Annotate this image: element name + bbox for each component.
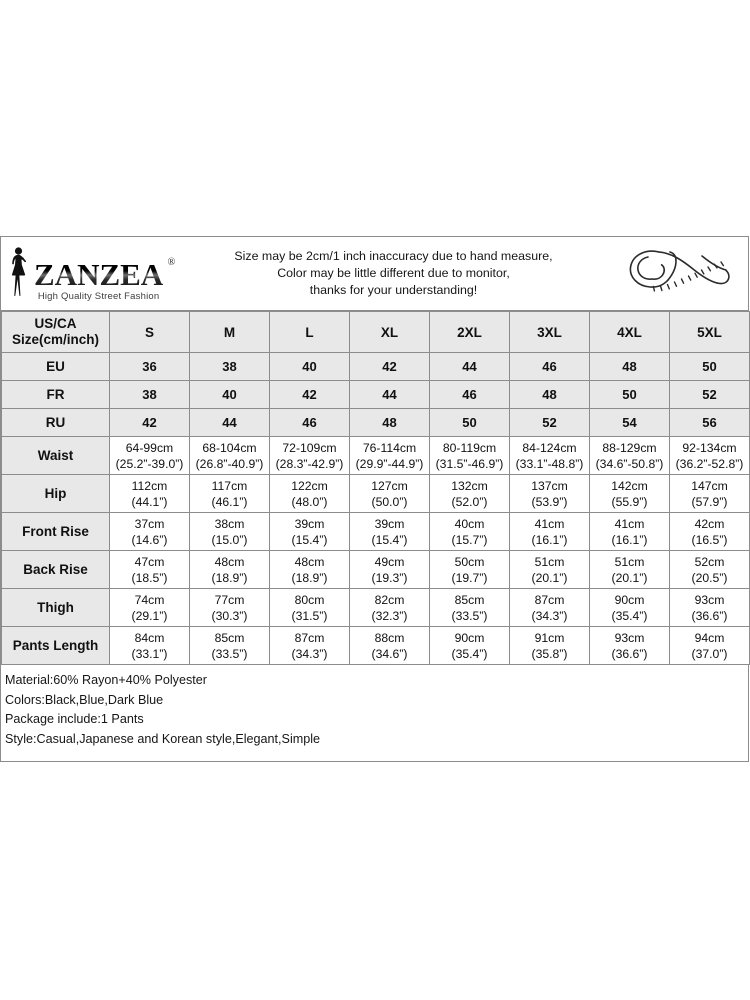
table-row (2, 513, 750, 551)
cell-waist-l (270, 437, 350, 475)
value-inch: (55.9”) (611, 494, 648, 509)
column-header-m: M (190, 312, 270, 353)
row-label-eu: EU (2, 353, 110, 381)
cell-thigh-4xl (590, 589, 670, 627)
chart-banner (1, 237, 748, 311)
value-cm: 42cm (694, 516, 725, 531)
value-inch: (30.3”) (211, 608, 248, 623)
value-inch: (20.1”) (611, 570, 648, 585)
measurement-notice (171, 248, 616, 299)
measuring-tape-icon (616, 237, 748, 310)
notice-line-3: thanks for your understanding! (309, 283, 478, 297)
value-inch: (33.5”) (211, 646, 248, 661)
value-inch: (20.5”) (691, 570, 728, 585)
value-cm: 51cm (534, 554, 565, 569)
value-inch: (18.9”) (211, 570, 248, 585)
value-cm: 87cm (294, 630, 325, 645)
value-inch: (19.3”) (371, 570, 408, 585)
value-cm: 48cm (294, 554, 325, 569)
value-cm: 77cm (214, 592, 245, 607)
value-cm: 80cm (294, 592, 325, 607)
value-inch: (34.6”-50.8”) (595, 456, 664, 471)
cell-waist-2xl (430, 437, 510, 475)
value-inch: (16.1”) (531, 532, 568, 547)
value-cm: 51cm (614, 554, 645, 569)
cell-hip-s (110, 475, 190, 513)
detail-material: Material:60% Rayon+40% Polyester (5, 673, 207, 687)
value-cm: 40cm (454, 516, 485, 531)
cell-back-rise-xl (350, 551, 430, 589)
cell-ru-s: 42 (110, 409, 190, 437)
corner-header (2, 312, 110, 353)
table-row (2, 437, 750, 475)
value-cm: 37cm (134, 516, 165, 531)
cell-eu-5xl: 50 (670, 353, 750, 381)
value-inch: (18.5”) (131, 570, 168, 585)
value-inch: (29.1”) (131, 608, 168, 623)
cell-pants-length-s (110, 627, 190, 665)
brand-name: ZANZEA (34, 257, 164, 292)
value-cm: 132cm (451, 478, 488, 493)
cell-waist-5xl (670, 437, 750, 475)
cell-ru-xl: 48 (350, 409, 430, 437)
table-header-row (2, 312, 750, 353)
cell-front-rise-m (190, 513, 270, 551)
value-cm: 90cm (614, 592, 645, 607)
row-label-ru: RU (2, 409, 110, 437)
cell-fr-5xl: 52 (670, 381, 750, 409)
value-cm: 93cm (694, 592, 725, 607)
cell-waist-3xl (510, 437, 590, 475)
column-header-4xl: 4XL (590, 312, 670, 353)
cell-pants-length-l (270, 627, 350, 665)
value-cm: 50cm (454, 554, 485, 569)
cell-thigh-m (190, 589, 270, 627)
woman-silhouette-icon (7, 245, 33, 302)
cell-ru-m: 44 (190, 409, 270, 437)
cell-front-rise-3xl (510, 513, 590, 551)
cell-back-rise-4xl (590, 551, 670, 589)
value-cm: 92-134cm (682, 440, 737, 455)
cell-front-rise-2xl (430, 513, 510, 551)
cell-eu-m: 38 (190, 353, 270, 381)
value-inch: (33.1”-48.8”) (515, 456, 584, 471)
cell-pants-length-m (190, 627, 270, 665)
value-cm: 39cm (374, 516, 405, 531)
value-cm: 82cm (374, 592, 405, 607)
value-inch: (31.5”) (291, 608, 328, 623)
notice-line-2: Color may be little different due to monitor, (277, 266, 510, 280)
detail-colors: Colors:Black,Blue,Dark Blue (5, 692, 164, 707)
cell-ru-2xl: 50 (430, 409, 510, 437)
table-row (2, 475, 750, 513)
cell-pants-length-xl (350, 627, 430, 665)
value-inch: (29.9”-44.9”) (355, 456, 424, 471)
row-label-pants-length: Pants Length (2, 627, 110, 665)
value-cm: 137cm (531, 478, 568, 493)
cell-waist-m (190, 437, 270, 475)
value-inch: (35.8”) (531, 646, 568, 661)
cell-waist-xl (350, 437, 430, 475)
cell-fr-2xl: 46 (430, 381, 510, 409)
value-cm: 52cm (694, 554, 725, 569)
row-label-front-rise: Front Rise (2, 513, 110, 551)
value-cm: 127cm (371, 478, 408, 493)
value-cm: 41cm (614, 516, 645, 531)
column-header-xl: XL (350, 312, 430, 353)
value-cm: 117cm (211, 478, 248, 493)
value-inch: (35.4”) (611, 608, 648, 623)
cell-waist-s (110, 437, 190, 475)
cell-hip-m (190, 475, 270, 513)
cell-hip-xl (350, 475, 430, 513)
cell-fr-m: 40 (190, 381, 270, 409)
detail-style: Style:Casual,Japanese and Korean style,Elegant,Simple (5, 731, 321, 746)
product-details (1, 665, 748, 761)
brand-tagline: High Quality Street Fashion (37, 291, 160, 302)
value-cm: 64-99cm (125, 440, 174, 455)
table-row (2, 589, 750, 627)
value-inch: (33.1”) (131, 646, 168, 661)
value-inch: (19.7”) (451, 570, 488, 585)
value-cm: 80-119cm (442, 440, 497, 455)
value-inch: (36.6”) (691, 608, 728, 623)
value-cm: 147cm (691, 478, 728, 493)
row-label-back-rise: Back Rise (2, 551, 110, 589)
cell-back-rise-2xl (430, 551, 510, 589)
cell-pants-length-3xl (510, 627, 590, 665)
detail-package: Package include:1 Pants (5, 712, 144, 726)
cell-pants-length-4xl (590, 627, 670, 665)
table-row (2, 409, 750, 437)
value-inch: (16.1”) (611, 532, 648, 547)
cell-hip-3xl (510, 475, 590, 513)
value-inch: (52.0”) (451, 494, 488, 509)
value-cm: 47cm (134, 554, 165, 569)
cell-thigh-5xl (670, 589, 750, 627)
value-cm: 74cm (134, 592, 165, 607)
column-header-l: L (270, 312, 350, 353)
cell-front-rise-5xl (670, 513, 750, 551)
value-cm: 142cm (611, 478, 648, 493)
cell-eu-4xl: 48 (590, 353, 670, 381)
registered-mark: ® (167, 257, 176, 268)
value-inch: (15.0”) (211, 532, 248, 547)
value-inch: (44.1”) (131, 494, 168, 509)
cell-eu-s: 36 (110, 353, 190, 381)
cell-hip-2xl (430, 475, 510, 513)
cell-eu-l: 40 (270, 353, 350, 381)
value-inch: (34.6”) (371, 646, 408, 661)
cell-fr-4xl: 50 (590, 381, 670, 409)
value-inch: (57.9”) (691, 494, 728, 509)
value-inch: (37.0”) (691, 646, 728, 661)
value-cm: 94cm (694, 630, 725, 645)
value-cm: 84cm (134, 630, 165, 645)
cell-thigh-2xl (430, 589, 510, 627)
value-inch: (18.9”) (291, 570, 328, 585)
value-inch: (34.3”) (291, 646, 328, 661)
cell-ru-4xl: 54 (590, 409, 670, 437)
value-inch: (25.2”-39.0”) (115, 456, 184, 471)
cell-fr-s: 38 (110, 381, 190, 409)
value-inch: (46.1”) (211, 494, 248, 509)
value-cm: 91cm (534, 630, 565, 645)
value-cm: 38cm (214, 516, 245, 531)
row-label-waist: Waist (2, 437, 110, 475)
value-cm: 72-109cm (282, 440, 337, 455)
value-inch: (15.7”) (451, 532, 488, 547)
value-inch: (35.4”) (451, 646, 488, 661)
value-cm: 84-124cm (522, 440, 577, 455)
value-inch: (15.4”) (291, 532, 328, 547)
cell-thigh-xl (350, 589, 430, 627)
value-inch: (48.0”) (291, 494, 328, 509)
table-row (2, 353, 750, 381)
value-inch: (20.1”) (531, 570, 568, 585)
cell-fr-3xl: 48 (510, 381, 590, 409)
value-cm: 122cm (291, 478, 328, 493)
value-cm: 85cm (214, 630, 245, 645)
row-label-fr: FR (2, 381, 110, 409)
corner-header-line-1: US/CA (34, 316, 77, 331)
cell-thigh-l (270, 589, 350, 627)
cell-back-rise-m (190, 551, 270, 589)
value-cm: 68-104cm (202, 440, 257, 455)
value-cm: 39cm (294, 516, 325, 531)
cell-back-rise-5xl (670, 551, 750, 589)
value-cm: 88cm (374, 630, 405, 645)
value-inch: (50.0”) (371, 494, 408, 509)
value-cm: 88-129cm (602, 440, 657, 455)
table-row (2, 627, 750, 665)
value-inch: (16.5”) (691, 532, 728, 547)
value-inch: (14.6”) (131, 532, 168, 547)
cell-pants-length-2xl (430, 627, 510, 665)
cell-back-rise-l (270, 551, 350, 589)
value-inch: (26.8”-40.9”) (195, 456, 264, 471)
value-inch: (36.2”-52.8”) (675, 456, 744, 471)
cell-hip-5xl (670, 475, 750, 513)
table-row (2, 551, 750, 589)
value-inch: (32.3”) (371, 608, 408, 623)
cell-thigh-3xl (510, 589, 590, 627)
table-row (2, 381, 750, 409)
value-inch: (28.3”-42.9”) (275, 456, 344, 471)
cell-ru-5xl: 56 (670, 409, 750, 437)
value-cm: 112cm (131, 478, 168, 493)
cell-fr-l: 42 (270, 381, 350, 409)
cell-waist-4xl (590, 437, 670, 475)
value-inch: (33.5”) (451, 608, 488, 623)
size-table (1, 311, 750, 665)
cell-hip-l (270, 475, 350, 513)
row-label-hip: Hip (2, 475, 110, 513)
size-chart-card (0, 236, 749, 762)
cell-hip-4xl (590, 475, 670, 513)
value-cm: 87cm (534, 592, 565, 607)
cell-ru-l: 46 (270, 409, 350, 437)
value-cm: 93cm (614, 630, 645, 645)
value-inch: (36.6”) (611, 646, 648, 661)
value-inch: (15.4”) (371, 532, 408, 547)
cell-eu-xl: 42 (350, 353, 430, 381)
cell-ru-3xl: 52 (510, 409, 590, 437)
corner-header-line-2: Size(cm/inch) (11, 332, 100, 347)
value-inch: (34.3”) (531, 608, 568, 623)
row-label-thigh: Thigh (2, 589, 110, 627)
cell-front-rise-4xl (590, 513, 670, 551)
value-inch: (31.5”-46.9”) (435, 456, 504, 471)
cell-eu-2xl: 44 (430, 353, 510, 381)
column-header-5xl: 5XL (670, 312, 750, 353)
brand-logo (1, 237, 176, 310)
cell-back-rise-3xl (510, 551, 590, 589)
value-cm: 49cm (374, 554, 405, 569)
cell-fr-xl: 44 (350, 381, 430, 409)
value-cm: 85cm (454, 592, 485, 607)
value-cm: 90cm (454, 630, 485, 645)
cell-back-rise-s (110, 551, 190, 589)
cell-thigh-s (110, 589, 190, 627)
cell-front-rise-l (270, 513, 350, 551)
cell-front-rise-xl (350, 513, 430, 551)
notice-line-1: Size may be 2cm/1 inch inaccuracy due to hand measure, (234, 249, 553, 263)
value-inch: (53.9”) (531, 494, 568, 509)
column-header-3xl: 3XL (510, 312, 590, 353)
column-header-s: S (110, 312, 190, 353)
value-cm: 41cm (534, 516, 565, 531)
value-cm: 48cm (214, 554, 245, 569)
cell-eu-3xl: 46 (510, 353, 590, 381)
cell-pants-length-5xl (670, 627, 750, 665)
cell-front-rise-s (110, 513, 190, 551)
value-cm: 76-114cm (362, 440, 417, 455)
column-header-2xl: 2XL (430, 312, 510, 353)
